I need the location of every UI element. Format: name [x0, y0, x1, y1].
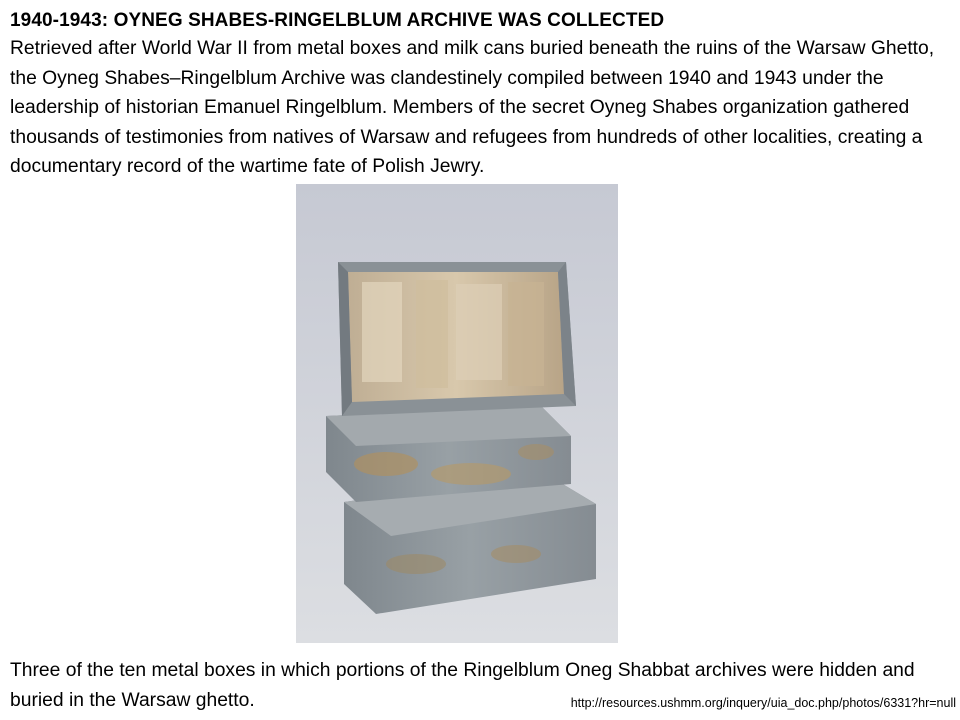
archive-boxes-photo: [296, 184, 618, 643]
photo-caption: Three of the ten metal boxes in which portions of the Ringelblum Oneg Shabbat archives were hidden and buried in the Warsaw ghetto.: [10, 660, 915, 711]
source-url: http://resources.ushmm.org/inquery/uia_doc.php/photos/6331?hr=null: [570, 696, 956, 710]
document-title: 1940-1943: OYNEG SHABES-RINGELBLUM ARCHIVE WAS COLLECTED: [10, 10, 665, 31]
text-block: [10, 8, 950, 182]
document-body: Retrieved after World War II from metal boxes and milk cans buried beneath the ruins of the Warsaw Ghetto, the Oyneg Shabes–Ringelblum Archive was clandestinely compiled between 1940 and 1943 under the leadership of historian Emanuel Ringelblum. Members of the secret Oyneg Shabes organization gathered thousands of testimonies from natives of Warsaw and refugees from hundreds of other localities, creating a documentary record of the wartime fate of Polish Jewry.: [10, 38, 935, 177]
top-open-box: [338, 262, 576, 416]
archive-boxes-illustration: [296, 184, 618, 643]
